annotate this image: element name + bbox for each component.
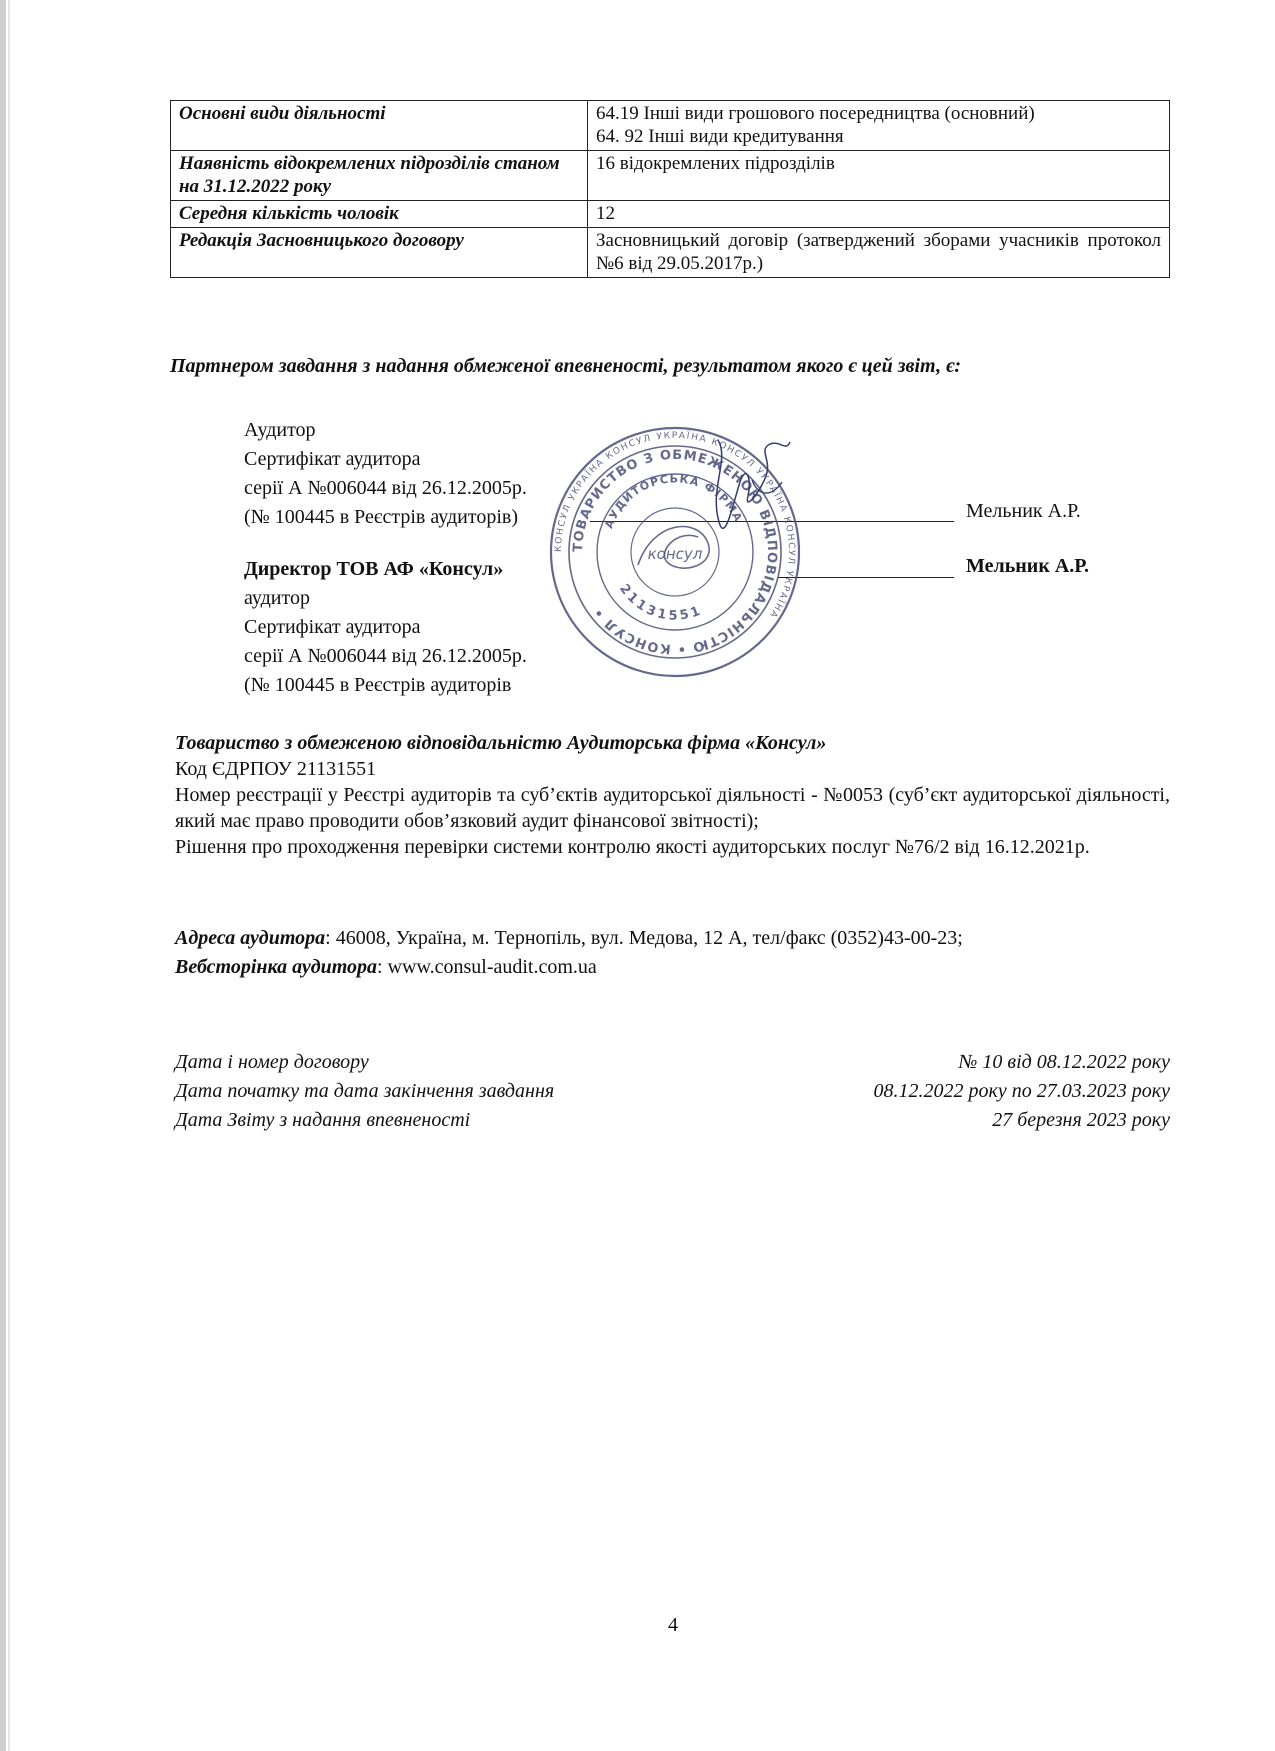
engagement-dates xyxy=(175,1048,1170,1135)
auditor-address xyxy=(175,924,1175,982)
svg-text:21131551 xyxy=(616,582,705,624)
table-value xyxy=(588,201,1170,228)
table-key: Середня кількість чоловік xyxy=(171,201,588,228)
director-block xyxy=(244,555,527,700)
value-line: Засновницький договір (затверджений зборами учасників протокол №6 від 29.05.2017р.) xyxy=(596,230,1161,274)
value-line: 16 відокремлених підрозділів xyxy=(596,153,835,174)
date-row xyxy=(175,1106,1170,1135)
table-row xyxy=(171,101,1170,151)
table-row xyxy=(171,228,1170,278)
partner-heading: Партнером завдання з надання обмеженої впевненості, результатом якого є цей звіт, є: xyxy=(170,355,962,377)
company-quality-control: Рішення про проходження перевірки системи контролю якості аудиторських послуг №76/2 від 16.12.2021р. xyxy=(175,836,1090,858)
table-value xyxy=(588,151,1170,201)
company-registry: Номер реєстрації у Реєстрі аудиторів та суб’єктів аудиторської діяльності - №0053 (суб’єкт аудиторської діяльності, який має право проводити обов’язковий аудит фінансової звітності); xyxy=(175,784,1170,832)
table-row xyxy=(171,151,1170,201)
handwritten-signature xyxy=(700,430,810,550)
address-value: : 46008, Україна, м. Тернопіль, вул. Медова, 12 А, тел/факс (0352)43-00-23; xyxy=(325,927,963,949)
website-label: Вебсторінка аудитора xyxy=(175,956,378,978)
seal-inner-text: АУДИТОРСЬКА ФІРМА xyxy=(602,472,746,531)
scan-edge xyxy=(0,0,6,1751)
address-label: Адреса аудитора xyxy=(175,927,326,949)
signature-line xyxy=(778,577,954,578)
seal-center-text: консул xyxy=(647,545,703,563)
company-name: Товариство з обмеженою відповідальністю Аудиторська фірма «Консул» xyxy=(175,732,827,754)
certificate-label: Сертифікат аудитора xyxy=(244,448,421,470)
table-value xyxy=(588,101,1170,151)
value-line: 12 xyxy=(596,203,615,224)
date-label: Дата початку та дата закінчення завдання xyxy=(175,1080,555,1102)
table-value xyxy=(588,228,1170,278)
date-value: 27 березня 2023 року xyxy=(992,1109,1170,1131)
certificate-number: серії А №006044 від 26.12.2005р. xyxy=(244,645,527,667)
director-signatory: Мельник А.Р. xyxy=(966,555,1090,577)
table-key: Редакція Засновницького договору xyxy=(171,228,588,278)
auditor-role: Аудитор xyxy=(244,419,316,441)
scan-edge xyxy=(8,0,10,1751)
table-key: Наявність відокремлених підрозділів станом на 31.12.2022 року xyxy=(171,151,588,201)
registry-number: (№ 100445 в Реєстрів аудиторів) xyxy=(244,506,518,528)
director-role: аудитор xyxy=(244,587,310,609)
table-row xyxy=(171,201,1170,228)
seal-middle-text: ТОВАРИСТВО З ОБМЕЖЕНОЮ ВІДПОВІДАЛЬНІСТЮ • КОНСУЛ • xyxy=(570,447,780,657)
auditor-signatory: Мельник А.Р. xyxy=(966,500,1081,522)
table-key: Основні види діяльності xyxy=(171,101,588,151)
seal-outer-text: КОНСУЛ УКРАЇНА КОНСУЛ УКРАЇНА КОНСУЛ УКРАЇНА КОНСУЛ УКРАЇНА xyxy=(553,430,797,621)
website-value[interactable]: : www.consul-audit.com.ua xyxy=(377,956,597,978)
date-value: 08.12.2022 року по 27.03.2023 року xyxy=(873,1080,1170,1102)
certificate-number: серії А №006044 від 26.12.2005р. xyxy=(244,477,527,499)
date-label: Дата Звіту з надання впевненості xyxy=(175,1109,471,1131)
company-edrpou: Код ЄДРПОУ 21131551 xyxy=(175,758,377,780)
seal-code: 21131551 xyxy=(616,581,706,624)
certificate-label: Сертифікат аудитора xyxy=(244,616,421,638)
registry-number: (№ 100445 в Реєстрів аудиторів xyxy=(244,674,512,696)
date-row xyxy=(175,1048,1170,1077)
date-label: Дата і номер договору xyxy=(175,1051,369,1073)
company-info-table xyxy=(170,100,1170,278)
page-number: 4 xyxy=(668,1614,678,1636)
date-value: № 10 від 08.12.2022 року xyxy=(958,1051,1170,1073)
auditor-block xyxy=(244,416,527,532)
company-details xyxy=(175,730,1170,860)
date-row xyxy=(175,1077,1170,1106)
value-line: 64. 92 Інші види кредитування xyxy=(596,126,844,147)
director-title: Директор ТОВ АФ «Консул» xyxy=(244,558,504,580)
value-line: 64.19 Інші види грошового посередництва (основний) xyxy=(596,103,1035,124)
